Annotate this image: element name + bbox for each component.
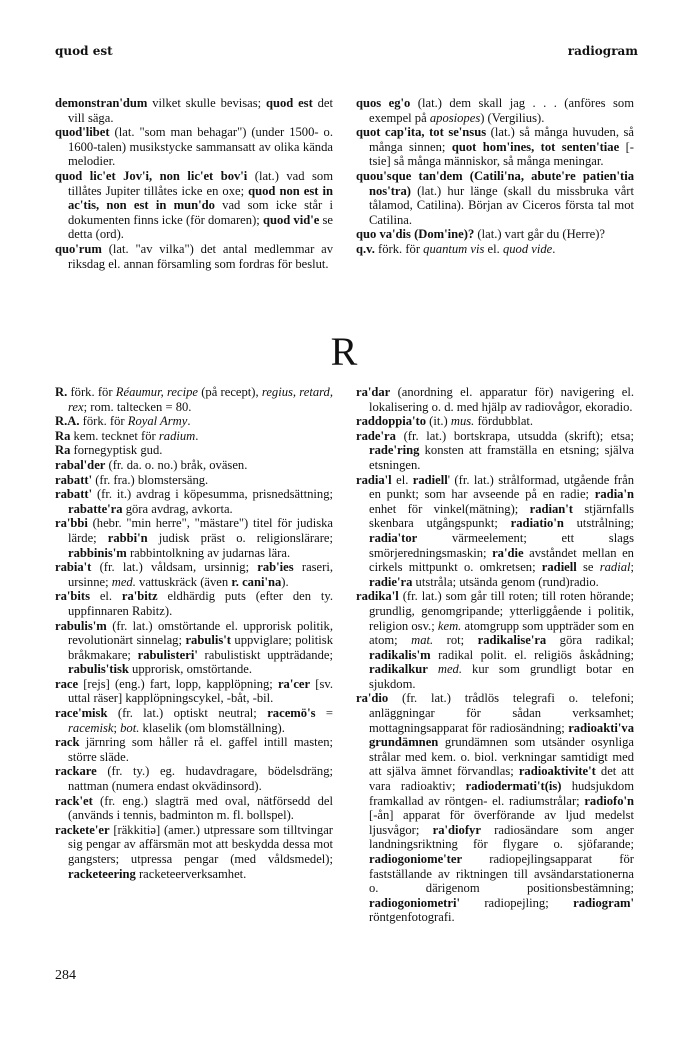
definition-text: se detta (ord). [68, 212, 333, 242]
definition-text: kem. tecknet för [70, 428, 159, 443]
headword: radiofo'n [584, 793, 634, 808]
headword: Ra [55, 428, 71, 443]
definition-text: utstrålning; [563, 516, 634, 531]
headword: rabal'der [55, 457, 106, 472]
definition-text: el. [89, 589, 122, 604]
italic-text: Réaumur, recipe [115, 385, 198, 399]
italic-text: med. [437, 662, 462, 677]
definition-text: (lat.) hur länge (skall du missbruka vårt tålamod, Catilina). Början av Ciceros första tal mot Catilina. [369, 183, 634, 227]
definition-text: det att vara radioaktiv; [369, 764, 634, 794]
dictionary-entry [356, 169, 634, 227]
dictionary-entry [55, 677, 333, 706]
headword: quot cap'ita, tot se'nsus [356, 125, 487, 140]
headword: Ra [55, 443, 71, 458]
definition-text: . [187, 414, 191, 429]
dictionary-entry [55, 794, 333, 823]
headword: raddoppia'to [356, 414, 426, 429]
page-number: 284 [55, 968, 76, 983]
dictionary-entry [55, 589, 333, 618]
definition-text: (fr. it.) avdrag i köpesumma, prisnedsättning; [92, 487, 333, 502]
definition-text: järnring som håller rå el. gaffel intill masten; större släde. [68, 735, 333, 764]
column-top-right [356, 96, 634, 257]
headword: R. [55, 385, 68, 399]
definition-text: förk. för [67, 385, 116, 399]
definition-text: radiopejlingsapparat för fastställande av riktningen till avsändarstationerna o. därigenom positionsbestämning; [369, 852, 634, 896]
definition-text: (lat.) så många huvuden, så många sinnen; [369, 125, 634, 154]
definition-text: klaselik (om blomställning). [139, 720, 285, 735]
italic-text: aposiopes [429, 110, 481, 125]
dictionary-entry [55, 487, 333, 516]
definition-text: (på recept), [197, 385, 262, 399]
definition-text: (anordning el. apparatur för) navigering el. lokalisering o. d. med hjälp av radiovågor, ekoradio. [369, 385, 634, 414]
headword: radiell [412, 472, 448, 487]
header-right-guideword: radiogram [567, 44, 638, 58]
dictionary-entry [55, 619, 333, 677]
definition-text: (lat.) vad som tillåtes Jupiter tillåtes icke en oxe; [68, 168, 334, 198]
dictionary-entry [55, 823, 333, 881]
definition-text: (fr. fra.) blomstersäng. [92, 472, 209, 487]
italic-text: regius, retard, rex [68, 385, 333, 414]
headword: ra'bbi [55, 516, 88, 531]
headword: rabbi'n [107, 530, 148, 545]
italic-text: kem. [437, 618, 462, 633]
definition-text: hudsjukdom framkallad av röntgen- el. radiumstrålar; [369, 779, 634, 808]
definition-text: vattuskräck (även [135, 574, 232, 589]
definition-text: uppviglare; politisk bråkmakare; [68, 633, 333, 662]
dictionary-entry [356, 242, 634, 257]
headword: R.A. [55, 414, 80, 429]
definition-text: (fr. lat.) våldsam, ursinnig; [91, 560, 258, 575]
headword: r. cani'na [231, 574, 282, 589]
dictionary-entry [55, 125, 333, 169]
headword: ra'bitz [121, 589, 158, 604]
definition-text: göra avdrag, avkorta. [122, 501, 233, 516]
definition-text: eldhärdig puts (efter den ty. uppfinnaren Rabitz). [68, 589, 333, 618]
headword: rabatt' [55, 472, 93, 487]
headword: rade'ring [369, 443, 420, 458]
definition-text: göra radikal; [546, 633, 634, 648]
definition-text: (hebr. "min herre", "mästare") titel för judiska lärde; [68, 516, 333, 545]
definition-text: kur som grundligt botar en sjukdom. [369, 662, 634, 691]
section-letter: R [330, 329, 358, 374]
headword: radia'l [356, 472, 392, 487]
definition-text: atomgrupp som uppträder som en atom; [369, 618, 634, 648]
headword: rabia't [55, 560, 92, 575]
italic-text: radial [599, 560, 631, 575]
definition-text: radiopejling; [459, 895, 574, 910]
headword: quod est [265, 96, 313, 110]
dictionary-entry [356, 96, 634, 125]
headword: rabulis'm [55, 618, 107, 633]
definition-text [428, 662, 438, 676]
definition-text: ; [630, 560, 634, 575]
definition-text: (fr. ty.) eg. hudavdragare, bödelsdräng; nattman (numera endast okvädinsord). [68, 764, 333, 794]
definition-text: raseri, ursinne; [68, 560, 333, 589]
headword: quod'libet [55, 125, 110, 140]
headword: radia'n [594, 487, 634, 502]
definition-text: radiosändare som anger landningsriktning för flygare o. sjöfarande; [369, 822, 634, 852]
dictionary-entry [55, 764, 333, 793]
italic-text: quantum vis [423, 241, 485, 256]
definition-text: rabulistiskt uppträdande; [197, 647, 333, 662]
dictionary-entry [55, 706, 333, 735]
dictionary-entry [356, 414, 634, 429]
headword: rabbinis'm [68, 545, 127, 560]
headword: radioakti'va grundämnen [369, 720, 634, 750]
headword: quod vid'e [262, 212, 320, 227]
definition-text: grundämnen som utsänder osynliga strålar med kem. o. biol. verkningar samtidigt med att själva ämnet förvandlas; [369, 735, 634, 779]
headword: radiell [541, 560, 577, 575]
headword: rackare [55, 764, 97, 779]
definition-text: (fr. lat.) omstörtande el. upprorisk politik, revolutionärt sinnelag; [68, 618, 333, 648]
headword: rabulis'tisk [68, 662, 129, 677]
definition-text: (fr. lat.) som går till roten; till roten hörande; grundlig, genomgripande; ytterliggående i politik, religion osv.; [369, 589, 634, 633]
definition-text: stjärnfalls skenbara utgångspunkt; [369, 501, 634, 531]
headword: radioaktivite't [518, 764, 596, 779]
definition-text: (lat. "av vilka") det antal medlemmar av riksdag el. annan församling som fordras för beslut. [68, 241, 333, 271]
definition-text: [sv. uttal räser] kapplöpningscykel, -båt, -bil. [68, 676, 333, 706]
definition-text: (fr. lat.) bortskrapa, utsudda (skrift); etsa; [395, 428, 634, 443]
dictionary-entry [55, 516, 333, 560]
headword: radia'tor [369, 530, 418, 545]
headword: quo va'dis (Dom'ine)? [356, 227, 475, 242]
italic-text: mat. [411, 633, 434, 648]
headword: ra'cer [277, 676, 311, 691]
italic-text: Royal Army [127, 414, 188, 429]
dictionary-entry [55, 385, 333, 414]
italic-text: bot. [120, 720, 140, 735]
page-header [55, 44, 638, 62]
headword: rack [55, 735, 80, 750]
headword: race [55, 676, 79, 691]
dictionary-entry [55, 96, 333, 125]
definition-text: upprorisk, omstörtande. [128, 662, 253, 677]
dictionary-entry [55, 429, 333, 444]
headword: radikalkur [369, 662, 428, 677]
definition-text: ) (Vergilius). [480, 110, 545, 125]
definition-text: (fr. lat.) optiskt neutral; [107, 706, 268, 721]
definition-text: röntgenfotografi. [369, 910, 455, 925]
definition-text: avståndet mellan en cirkels mittpunkt o. omkretsen; [369, 545, 634, 575]
headword: radiogoniome'ter [369, 852, 463, 866]
definition-text: ' (fr. lat.) strålformad, utgående från en punkt; som har avseende på en radie; [369, 472, 634, 502]
headword: radiodermati't(is) [465, 779, 562, 794]
definition-text: (it.) [426, 414, 451, 429]
definition-text: ; rom. taltecken = 80. [83, 399, 192, 414]
headword: ra'bits [55, 589, 90, 604]
definition-text: (fr. da. o. no.) bråk, oväsen. [105, 457, 248, 472]
headword: quos eg'o [356, 96, 411, 110]
headword: radiogoniometri' [369, 895, 460, 910]
column-bottom-right [356, 385, 634, 925]
headword: quot hom'ines, tot senten'tiae [451, 139, 620, 154]
headword: radie'ra [369, 574, 413, 589]
headword: quod non est in ac'tis, non est in mun'do [68, 183, 333, 213]
headword: ra'dar [356, 385, 391, 399]
definition-text: [-ån] apparat för överförande av ljud medelst ljusvågor; [369, 808, 634, 837]
definition-text: utstråla; utsända genom (rund)radio. [412, 574, 599, 589]
definition-text: rot; [433, 633, 478, 648]
definition-text: radikal polit. el. religiös åskådning; [430, 647, 634, 662]
definition-text: se [576, 560, 600, 575]
headword: rack'et [55, 793, 93, 808]
definition-text: . [195, 428, 199, 443]
headword: quod lic'et Jov'i, non lic'et bov'i [55, 168, 248, 183]
dictionary-entry [356, 589, 634, 691]
italic-text: quod vide [502, 241, 553, 256]
definition-text: konsten att framställa en etsning; själva etsningen. [369, 443, 634, 472]
headword: radika'l [356, 589, 399, 604]
headword: radiogram' [573, 895, 634, 910]
definition-text: ). [281, 574, 289, 589]
definition-text: [räkkitiə] (amer.) utpressare som tilltvingar sig pengar av affärsmän mot att beskydda dessa mot gangsters; utpressa pengar (med våldsmedel); [68, 822, 333, 866]
definition-text: [rejs] (eng.) fart, lopp, kapplöpning; [78, 676, 278, 691]
headword: radikalise'ra [477, 633, 547, 648]
headword: radian't [529, 501, 573, 516]
dictionary-entry [55, 414, 333, 429]
definition-text: = [315, 706, 333, 721]
headword: rabatte'ra [68, 501, 123, 516]
dictionary-entry [356, 429, 634, 473]
definition-text: värmeelement; ett slags smörjeredningsmaskin; [369, 530, 634, 560]
italic-text: radium [158, 428, 196, 443]
italic-text: racemisk [68, 720, 114, 735]
definition-text: . [552, 241, 556, 256]
dictionary-entry [55, 242, 333, 271]
headword: ra'dio [356, 691, 389, 706]
definition-text: racketeerverksamhet. [135, 866, 247, 881]
headword: rade'ra [356, 428, 396, 443]
headword: demonstran'dum [55, 96, 148, 110]
dictionary-entry [356, 473, 634, 590]
headword: quou'sque tan'dem (Catili'na, abute're patien'tia nos'tra) [356, 168, 634, 198]
definition-text: förk. för [374, 241, 424, 256]
definition-text: (lat.) dem skall jag . . . (anföres som exempel på [369, 96, 634, 125]
column-bottom-left [55, 385, 333, 881]
dictionary-entry [55, 443, 333, 458]
headword: racemö's [267, 706, 316, 721]
definition-text: vad som icke står i dokumenten finns icke (för domaren); [68, 198, 334, 227]
headword: ra'diofyr [432, 822, 481, 837]
dictionary-entry [356, 691, 634, 925]
dictionary-entry [55, 169, 333, 242]
definition-text: el. [484, 241, 503, 256]
definition-text: förk. för [79, 414, 128, 429]
definition-text: det vill säga. [68, 96, 333, 125]
headword: rabulis't [185, 633, 231, 648]
definition-text: ; [113, 720, 121, 735]
definition-text: fördubblat. [474, 414, 534, 429]
dictionary-entry [356, 125, 634, 169]
headword: radiatio'n [510, 516, 564, 531]
headword: rackete'er [55, 822, 110, 837]
headword: ra'die [492, 545, 524, 560]
column-top-left [55, 96, 333, 271]
definition-text: (fr. lat.) trådlös telegrafi o. telefoni; anläggningar för sådan verksamhet; mottagningsapparat för radiosändning; [369, 691, 634, 735]
headword: rabatt' [55, 487, 93, 502]
definition-text: fornegyptisk gud. [70, 443, 163, 458]
headword: quo'rum [55, 241, 102, 256]
definition-text: (lat.) vart går du (Herre)? [474, 227, 606, 242]
definition-text: vilket skulle bevisas; [147, 96, 266, 110]
dictionary-entry [55, 473, 333, 488]
dictionary-entry [356, 227, 634, 242]
headword: race'misk [55, 706, 108, 721]
header-left-guideword: quod est [55, 44, 113, 58]
dictionary-entry [55, 735, 333, 764]
italic-text: med. [111, 574, 136, 589]
headword: rab'ies [257, 560, 294, 575]
definition-text: [-tsie] så många människor, så många meningar. [369, 139, 634, 169]
dictionary-entry [55, 560, 333, 589]
italic-text: mus. [450, 414, 475, 429]
definition-text: enhet för vinkel(mätning); [369, 501, 530, 516]
headword: q.v. [356, 241, 375, 256]
definition-text: (fr. eng.) slagträ med oval, nätförsedd del (används i tennis, badminton m. fl. bollspel). [68, 793, 333, 823]
dictionary-entry [356, 385, 634, 414]
headword: racketeering [68, 866, 136, 881]
definition-text: (lat. "som man behagar") (under 1500- o. 1600-talen) musikstycke sammansatt av olika kända melodier. [68, 125, 333, 169]
headword: radikalis'm [369, 647, 431, 662]
definition-text: rabbintolkning av judarnas lära. [126, 545, 291, 560]
definition-text: el. [391, 472, 413, 487]
dictionary-entry [55, 458, 333, 473]
definition-text: judisk präst o. religionslärare; [147, 530, 333, 545]
headword: rabulisteri' [137, 647, 198, 662]
